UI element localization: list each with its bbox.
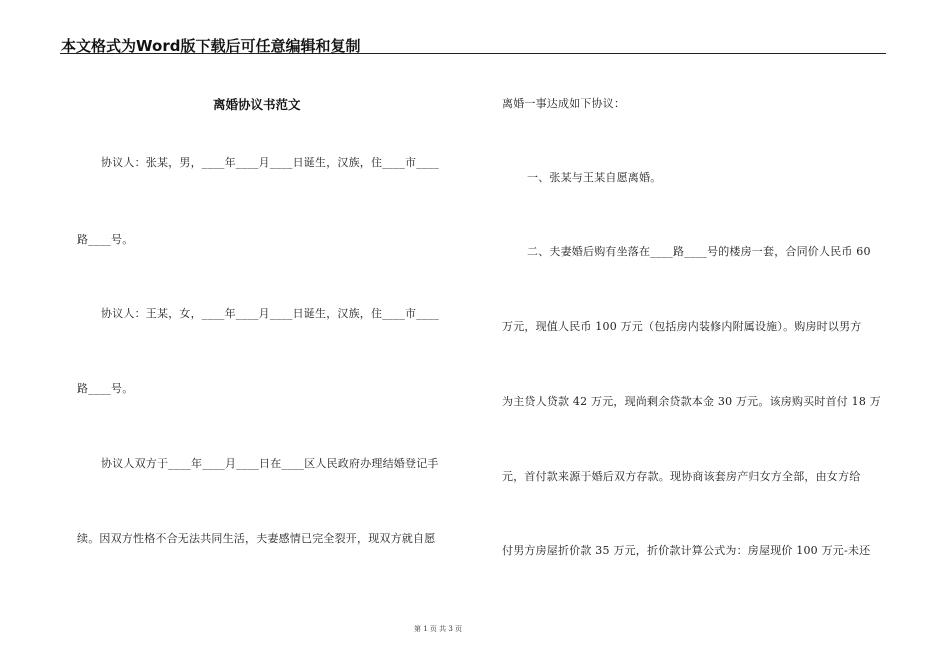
right-line-4: 万元，现值人民币 100 万元（包括房内装修内附属设施）。购房时以男方 [502,320,862,333]
right-line-1: 离婚一事达成如下协议： [502,97,626,110]
left-line-1: 协议人：张某，男，____年____月____日诞生，汉族，住____市____ [101,156,439,169]
right-line-3: 二、夫妻婚后购有坐落在____路____号的楼房一套，合同价人民币 60 [527,245,871,258]
right-line-7: 付男方房屋折价款 35 万元，折价款计算公式为：房屋现价 100 万元-未还 [502,544,871,557]
right-line-6: 元，首付款来源于婚后双方存款。现协商该套房产归女方全部，由女方给 [502,470,861,483]
left-line-3: 协议人：王某，女，____年____月____日诞生，汉族，住____市____ [101,307,439,320]
right-line-2: 一、张某与王某自愿离婚。 [527,171,662,184]
left-line-5: 协议人双方于____年____月____日在____区人民政府办理结婚登记手 [101,457,439,470]
right-line-5: 为主贷人贷款 42 万元，现尚剩余贷款本金 30 万元。该房购买时首付 18 万 [502,395,881,408]
left-line-4: 路____号。 [77,382,134,395]
page-number: 第 1 页 共 3 页 [414,625,463,633]
header-divider [60,53,886,54]
header-title: 本文格式为Word版下载后可任意编辑和复制 [61,37,361,55]
left-line-2: 路____号。 [77,233,134,246]
document-title: 离婚协议书范文 [213,97,301,112]
left-line-6: 续。因双方性格不合无法共同生活，夫妻感情已完全裂开，现双方就自愿 [77,532,436,545]
